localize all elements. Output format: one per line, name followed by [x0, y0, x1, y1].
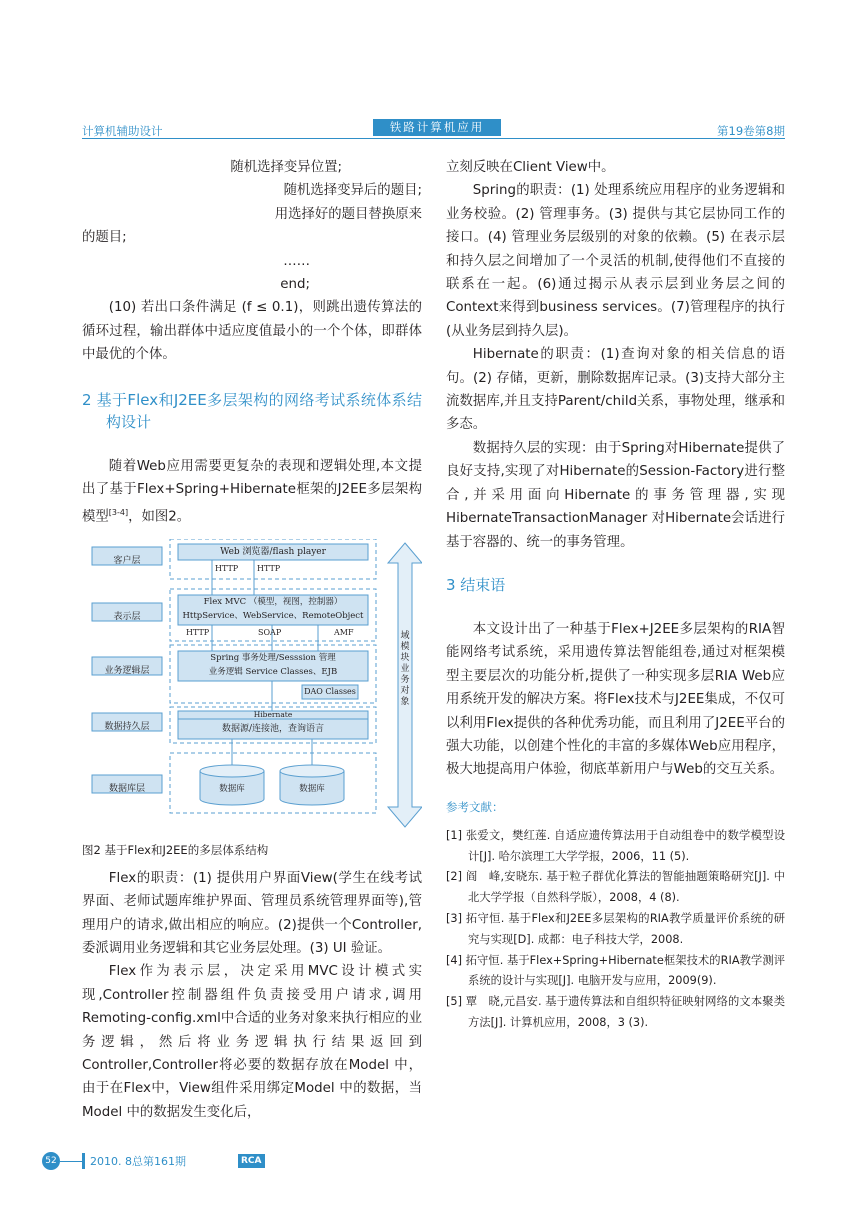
protocol-label: HTTP — [186, 628, 210, 638]
reference-list — [446, 826, 785, 1034]
right-column — [446, 156, 785, 1034]
layer-label: 业务逻辑层 — [104, 666, 150, 677]
paragraph: Flex的职责：(1) 提供用户界面View(学生在线考试界面、老师试题库维护界面、管理员系统管理界面等),管理用户的请求,做出相应的响应。(2)提供一个Controller,委派调用业务逻辑和其它业务层处理。(3) UI 验证。 — [82, 870, 422, 956]
database-label: 数据库 — [219, 784, 245, 795]
layer-label: 数据库层 — [108, 784, 145, 795]
dao-label: DAO Classes — [304, 687, 356, 697]
paragraph: 随着Web应用需要更复杂的表现和逻辑处理,本文提出了基于Flex+Spring+Hibernate框架的J2EE多层架构模型[3-4]，如图2。 — [82, 458, 422, 525]
citation: [3-4] — [108, 508, 129, 518]
figure-caption: 图2 基于Flex和J2EE的多层体系结构 — [82, 843, 269, 858]
left-column — [82, 156, 422, 1124]
protocol-label: SOAP — [258, 628, 282, 638]
paragraph: Hibernate的职责：(1)查询对象的相关信息的语句。(2) 存储，更新，删除数据库记录。(3)支持大部分主流数据库,并且支持Parent/child关系，事物处理，继承和多态。 — [446, 347, 785, 433]
layer-label: 客户层 — [113, 556, 141, 567]
layer-label: 数据持久层 — [104, 722, 150, 733]
protocol-label: HTTP — [215, 564, 239, 574]
algo-line: end; — [280, 277, 310, 293]
paragraph: 立刻反映在Client View中。 — [446, 160, 615, 175]
protocol-label: HTTP — [257, 564, 281, 574]
protocol-label: AMF — [334, 628, 354, 638]
hibernate-label: Hibernate — [253, 710, 293, 720]
reference-item: [4] 拓守恒. 基于Flex+Spring+Hibernate框架技术的RIA教学测评系统的设计与实现[J]. 电脑开发与应用，2009(9). — [446, 953, 785, 988]
algo-line: 随机选择变异位置; — [230, 160, 342, 175]
reference-item: [3] 拓守恒. 基于Flex和J2EE多层架构的RIA教学质量评价系统的研究与实现[D]. 成都：电子科技大学，2008. — [446, 911, 785, 946]
domain-object-label: 域模块业务对象 — [400, 631, 410, 708]
algo-line: …… — [283, 253, 310, 269]
section-3-title: 3 结束语 — [446, 575, 506, 594]
reference-item: [2] 阎 峰,安晓东. 基于粒子群优化算法的智能抽题策略研究[J]. 中北大学学报（自然科学版），2008，4 (8). — [446, 870, 785, 905]
algo-line: 的题目; — [82, 230, 127, 246]
paragraph: Flex作为表示层，决定采用MVC设计模式实现,Controller控制器组件负责接受用户请求,调用Remoting-config.xml中合适的业务对象来执行相应的业务逻辑，然后将业务逻辑执行结果返回到Controller,Controller将必要的数据存放在Model 中，由于在Flex中，View组件采用绑定Model 中的数据，当Model 中的数据发生变化后， — [82, 964, 422, 1120]
page-footer — [42, 1150, 302, 1172]
service-classes-label: 业务逻辑 Service Classes、EJB — [208, 667, 338, 678]
references-title: 参考文献： — [446, 799, 504, 814]
header-right: 第19卷第8期 — [717, 124, 785, 138]
algo-line: 用选择好的题目替换原来 — [274, 206, 422, 222]
reference-item: [1] 张爱文，樊红莲. 自适应遗传算法用于自动组卷中的数学模型设计[J]. 哈尔滨理工大学学报，2006，11 (5). — [446, 828, 785, 863]
spring-label: Spring 事务处理/Sesssion 管理 — [210, 653, 336, 664]
running-header — [82, 118, 785, 140]
layer-label: 表示层 — [113, 612, 141, 623]
datasource-label: 数据源/连接池，查询语言 — [221, 724, 325, 735]
services-label: HttpService、WebService、RemoteObject — [182, 611, 364, 622]
database-label: 数据库 — [299, 784, 325, 795]
issue-info: 2010. 8总第161期 — [90, 1155, 186, 1168]
footer-rule — [60, 1161, 82, 1162]
paragraph: (10) 若出口条件满足 (f ≤ 0.1)，则跳出遗传算法的循环过程，输出群体中适应度值最小的一个个体，即群体中最优的个体。 — [82, 300, 422, 363]
header-rule — [82, 138, 785, 139]
journal-name-badge: 铁路计算机应用 — [373, 119, 501, 136]
browser-label: Web 浏览器/flash player — [220, 547, 326, 558]
section-2-title: 2 基于Flex和J2EE多层架构的网络考试系统体系结构设计 — [82, 390, 422, 431]
page-number: 52 — [42, 1152, 60, 1170]
header-left: 计算机辅助设计 — [82, 124, 163, 138]
footer-bar — [82, 1153, 85, 1169]
figure-2 — [82, 539, 422, 833]
journal-tag: RCA — [238, 1154, 265, 1168]
reference-item: [5] 覃 晓,元昌安. 基于遗传算法和自组织特征映射网络的文本聚类方法[J]. 计算机应用，2008，3 (3). — [446, 995, 785, 1029]
paragraph: 数据持久层的实现：由于Spring对Hibernate提供了良好支持,实现了对Hibernate的Session-Factory进行整合,并采用面向Hibernate的事务管理器,实现 HibernateTransactionManager 对Hibernate会话进行基于容器的、统一的事务管理。 — [446, 440, 785, 550]
paragraph: 本文设计出了一种基于Flex+J2EE多层架构的RIA智能网络考试系统，采用遗传算法智能组卷,通过对框架模型主要层次的功能分析,提供了一种实现多层RIA Web应用系统开发的解决方案。将Flex技术与J2EE集成，不仅可以利用Flex提供的各种优秀功能，而且利用了J2EE平台的强大功能，以创建个性化的丰富的多媒体Web应用程序，极大地提高用户体验，彻底革新用户与Web的交互关系。 — [446, 621, 785, 778]
algo-line: 随机选择变异后的题目; — [283, 183, 422, 199]
paragraph: Spring的职责：(1) 处理系统应用程序的业务逻辑和业务校验。(2) 管理事务。(3) 提供与其它层协同工作的接口。(4) 管理业务层级别的对象的依赖。(5) 在表示层和持久层之间增加了一个灵活的机制,使得他们不直接的联系在一起。(6)通过揭示从表示层到业务层之间的Context来得到business services。(7)管理程序的执行(从业务层到持久层)。 — [446, 183, 785, 339]
flex-mvc-label: Flex MVC （模型，视图，控制器） — [203, 597, 343, 608]
